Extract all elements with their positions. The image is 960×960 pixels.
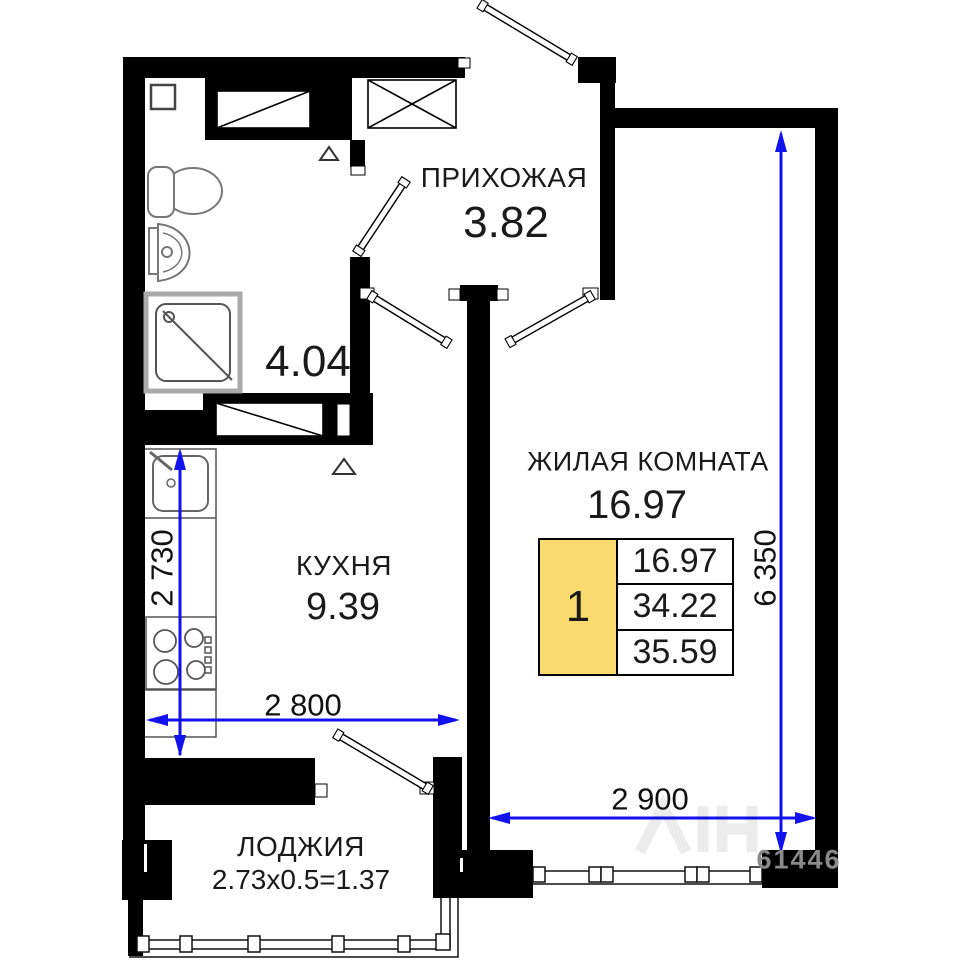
wall-bath-right xyxy=(350,257,370,413)
wall-right xyxy=(815,108,838,888)
loggia-area-formula: 2.73х0.5=1.37 xyxy=(211,864,391,895)
wall-living-left xyxy=(467,300,490,850)
wall-living-top xyxy=(613,108,838,128)
watermark-number: 61446 xyxy=(756,844,842,875)
living-area-cell: 16.97 xyxy=(618,540,732,585)
wall-loggia-corner xyxy=(462,850,533,898)
wall-hall-right xyxy=(600,57,615,300)
jamb-cap-left xyxy=(449,289,460,300)
jamb-vent-bottom xyxy=(337,404,350,436)
slit-loggia-corner xyxy=(460,858,463,872)
wall-left xyxy=(123,57,145,900)
threshold-triangle-icon xyxy=(320,147,338,160)
jamb-entrance xyxy=(458,58,470,68)
living-room-area: 16.97 xyxy=(586,483,688,527)
bathroom-area: 4.04 xyxy=(265,337,351,386)
vent-shaft-crossed-icon xyxy=(368,80,456,128)
total-area-cell: 35.59 xyxy=(632,632,718,671)
dimension-label-6350: 6 350 xyxy=(747,529,783,607)
dimension-label-2800: 2 800 xyxy=(264,687,342,723)
entrance-door-icon xyxy=(477,0,577,65)
wall-loggia-right xyxy=(433,757,462,898)
living-window-icon xyxy=(533,867,762,884)
jamb-bath-top xyxy=(351,166,365,175)
slit-left-pier xyxy=(144,844,147,872)
living-room-label: ЖИЛАЯ КОМНАТА xyxy=(527,446,769,477)
wall-bath-door-stub xyxy=(350,140,365,167)
dimension-label-2730: 2 730 xyxy=(144,529,180,607)
loggia-label: ЛОДЖИЯ xyxy=(237,831,365,862)
kitchen-label: КУХНЯ xyxy=(295,550,393,581)
threshold-triangle-icon xyxy=(333,459,355,474)
rooms-count-cell: 1 xyxy=(540,540,618,674)
jamb-cap-right xyxy=(497,289,508,300)
dimension-living-depth xyxy=(775,130,787,854)
wall-kitchen-bottom xyxy=(143,758,315,805)
living-door-icon xyxy=(505,291,595,348)
summary-values xyxy=(618,540,732,674)
area-without-loggia-cell: 34.22 xyxy=(618,585,732,630)
hallway-area: 3.82 xyxy=(463,198,549,247)
bathroom-door-icon xyxy=(353,177,410,257)
washer-icon xyxy=(151,85,175,109)
kitchen-door-icon xyxy=(367,291,452,349)
kitchen-area: 9.39 xyxy=(306,586,380,628)
loggia-glazing-icon xyxy=(129,897,458,957)
loggia-door-icon xyxy=(333,729,434,794)
vent-shaft-bottom-icon xyxy=(216,403,323,436)
toilet-icon xyxy=(148,167,222,217)
vent-shaft-top-icon xyxy=(217,91,310,128)
hallway-label: ПРИХОЖАЯ xyxy=(420,162,588,193)
sink-icon xyxy=(149,224,190,281)
wall-living-left-cap xyxy=(460,285,498,301)
dimension-label-2900: 2 900 xyxy=(611,781,689,817)
apartment-summary-table xyxy=(538,538,734,676)
jamb-loggia-wall xyxy=(315,784,327,797)
wall-top xyxy=(123,57,465,78)
shower-icon xyxy=(146,294,240,391)
